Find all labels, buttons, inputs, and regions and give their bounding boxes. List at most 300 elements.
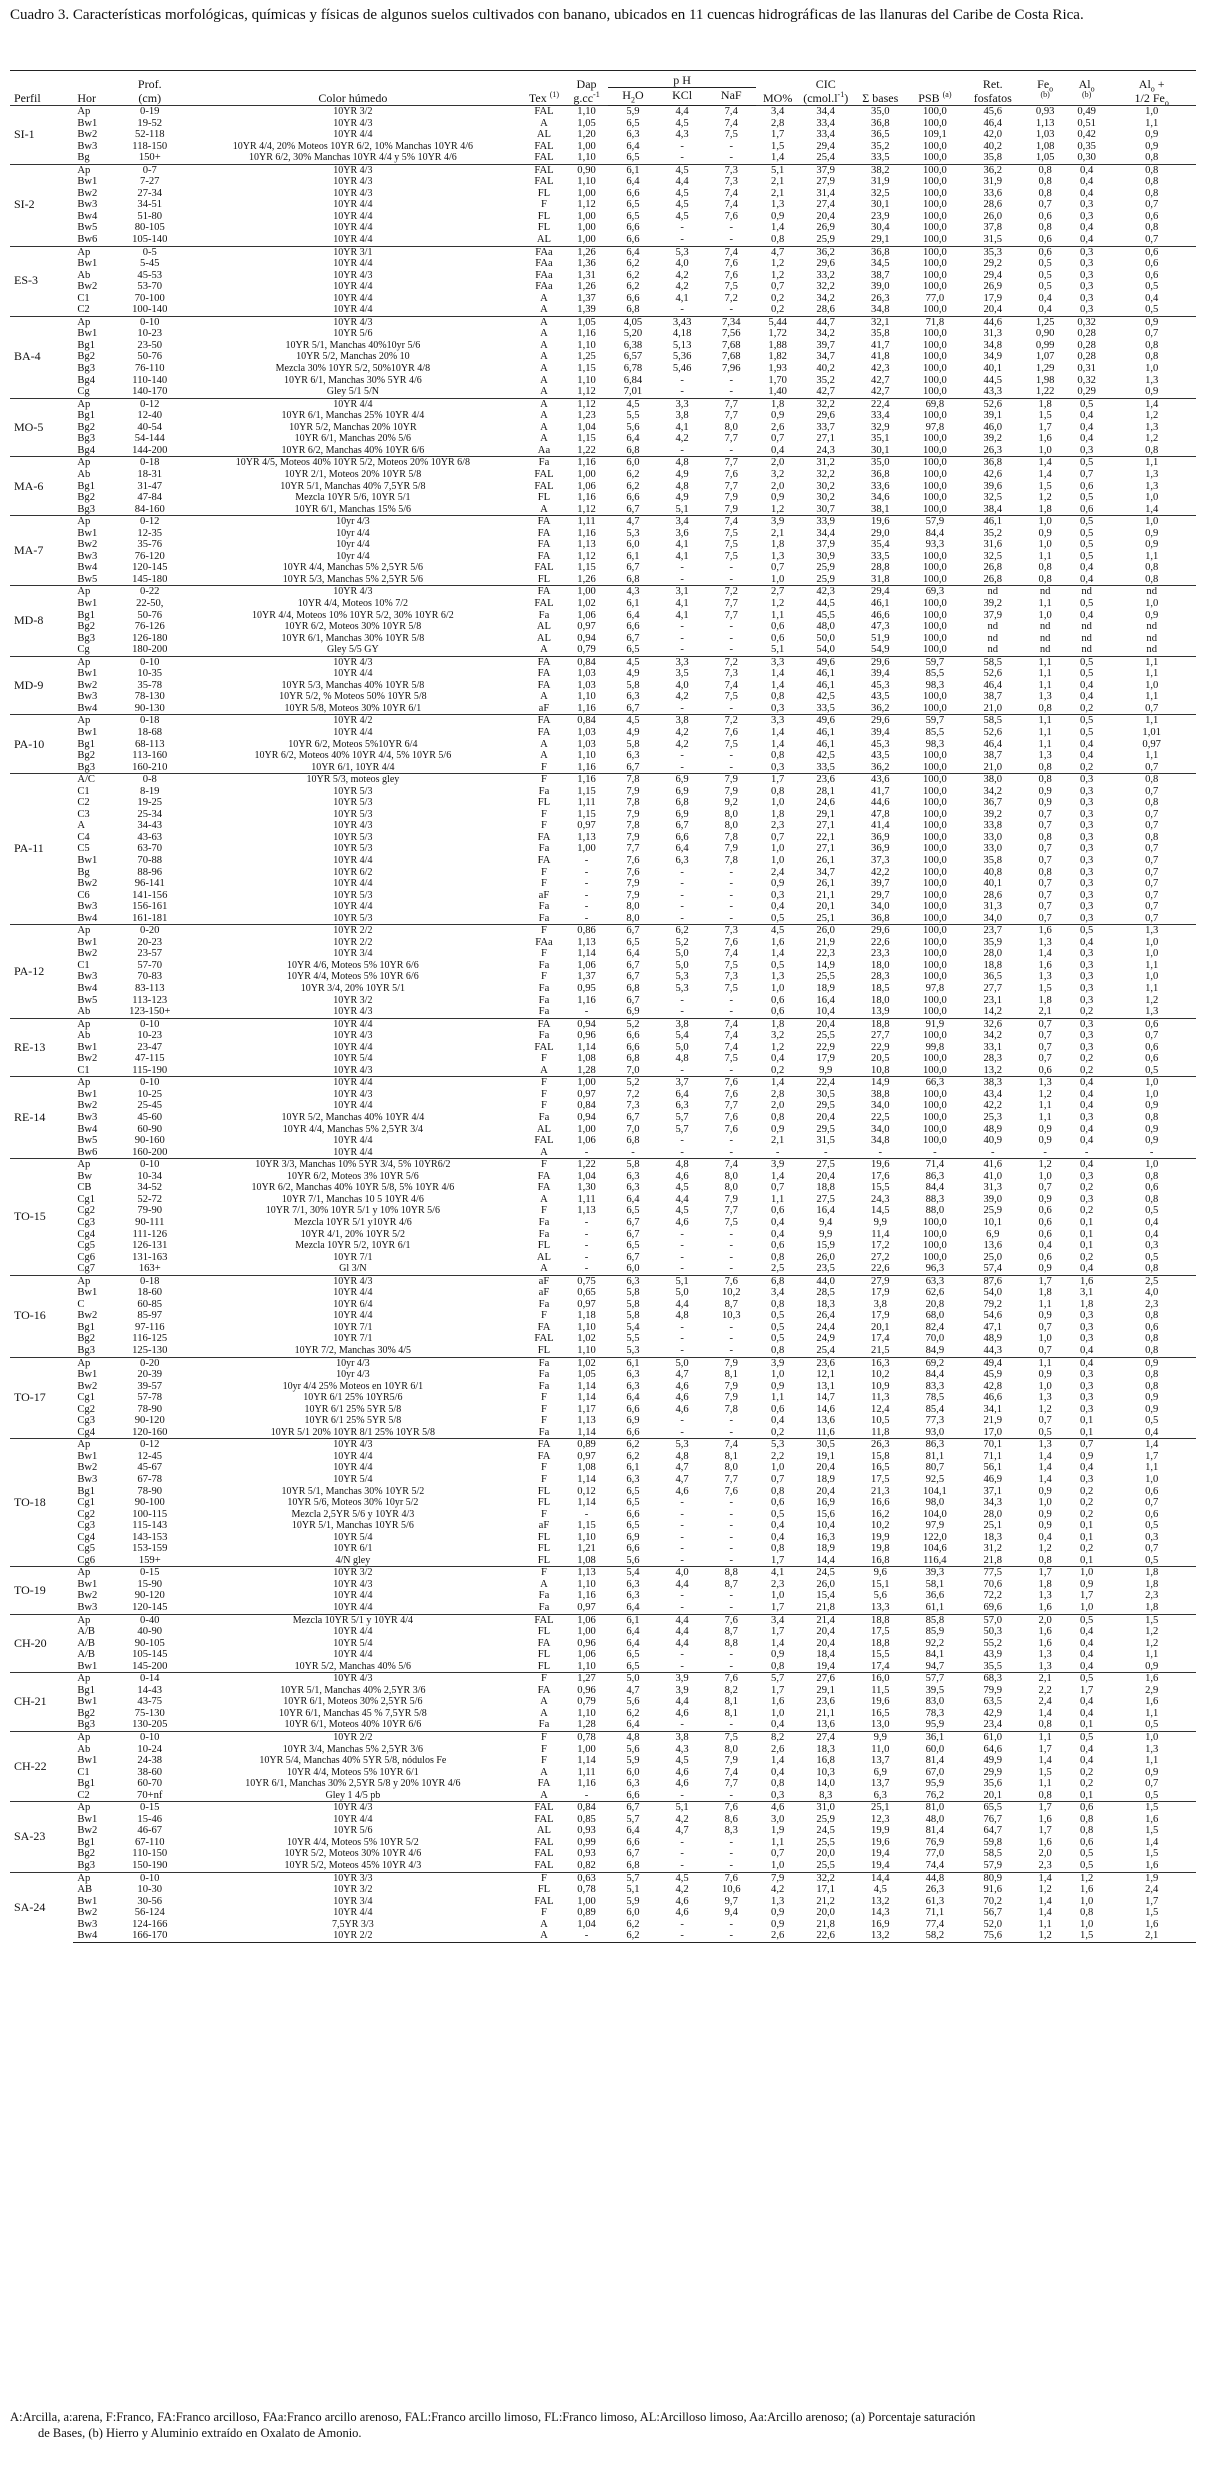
table-cell: 4,6 <box>675 1907 689 1919</box>
table-cell: 0,8 <box>1038 573 1052 585</box>
table-cell: - <box>680 1543 684 1555</box>
table-cell: 10,1 <box>983 1216 1003 1228</box>
table-cell: 0,9 <box>1038 1520 1052 1532</box>
table-cell: 4,7 <box>675 1473 689 1485</box>
table-cell: 6,3 <box>873 1789 887 1801</box>
table-cell: 5,3 <box>658 1439 707 1451</box>
table-cell: 16,5 <box>871 1707 890 1719</box>
table-cell: 67-78 <box>137 1473 163 1485</box>
table-cell: - <box>680 1228 684 1240</box>
table-row <box>10 1112 1196 1124</box>
table-cell: 3,1 <box>658 586 707 598</box>
table-cell: 36,8 <box>852 246 909 258</box>
table-cell: 6,3 <box>626 129 640 141</box>
table-cell: AL <box>536 1825 552 1837</box>
table-cell: - <box>729 702 734 714</box>
table-row <box>10 797 1196 809</box>
table-cell: 7,68 <box>721 339 741 351</box>
table-cell: 0,3 <box>1080 1170 1094 1182</box>
table-cell: FAL <box>534 480 554 492</box>
table-cell: 27,1 <box>816 843 835 855</box>
table-cell: 8,0 <box>724 1743 738 1755</box>
table-cell: Fa <box>538 959 550 971</box>
table-cell: - <box>729 1590 734 1602</box>
table-cell: Bw6 <box>77 234 98 246</box>
table-cell: 8,0 <box>626 901 640 913</box>
table-cell: 81,4 <box>925 1825 945 1837</box>
table-cell: 10YR 4/3 <box>333 820 373 832</box>
table-cell: 18,8 <box>983 959 1003 971</box>
table-cell: 0,78 <box>577 1884 596 1896</box>
table-cell: - <box>729 1860 734 1872</box>
table-cell: 100,0 <box>922 492 947 504</box>
table-cell: 4,8 <box>675 1310 689 1322</box>
table-cell: 0,9 <box>771 878 785 890</box>
table-cell: 3,7 <box>658 1077 707 1089</box>
table-cell: 12-40 <box>137 410 163 422</box>
table-cell: 8,7 <box>724 1578 738 1590</box>
table-cell: 26,0 <box>983 210 1003 222</box>
table-cell: 4,2 <box>675 269 689 281</box>
table-cell: 17,9 <box>871 1310 890 1322</box>
table-cell: 1,1 <box>1038 550 1052 562</box>
table-row <box>10 1708 1196 1720</box>
table-cell: A <box>540 386 548 398</box>
table-cell: 10YR 4/3 <box>333 117 373 129</box>
table-cell: FAL <box>534 1848 554 1860</box>
table-cell: 34,7 <box>816 351 835 363</box>
table-cell: 0,89 <box>565 1439 609 1451</box>
profile-group <box>10 1614 1196 1673</box>
table-cell: Bw2 <box>77 1825 98 1837</box>
table-cell: 10yr 4/4 <box>336 550 370 562</box>
table-cell: 0,8 <box>771 1344 785 1356</box>
table-cell: 4,8 <box>675 1450 689 1462</box>
table-cell: 7,6 <box>707 1614 756 1626</box>
table-cell: 0,6 <box>1038 234 1052 246</box>
table-cell: 8,6 <box>724 1813 738 1825</box>
table-cell: 32,5 <box>983 550 1003 562</box>
table-cell: F <box>541 1310 547 1322</box>
table-cell: 44,3 <box>983 1344 1003 1356</box>
table-cell: 57,9 <box>909 516 961 528</box>
table-cell: 0,7 <box>1145 855 1159 866</box>
table-cell: A <box>540 351 548 363</box>
table-row <box>10 562 1196 574</box>
table-cell: 17,5 <box>871 1626 890 1638</box>
table-cell: - <box>680 1006 684 1018</box>
table-cell: 163+ <box>138 1263 161 1275</box>
table-cell: 2,0 <box>771 1100 785 1112</box>
table-cell: 24,3 <box>871 1193 890 1205</box>
table-cell: FA <box>537 1170 551 1182</box>
table-row <box>10 1790 1196 1802</box>
table-cell: 47-84 <box>137 492 163 504</box>
table-cell: 29,1 <box>816 808 835 820</box>
table-cell: 34,8 <box>871 1135 890 1147</box>
table-cell: 20,4 <box>816 1637 835 1649</box>
table-cell: 21,0 <box>983 702 1003 714</box>
table-cell: 59,7 <box>909 656 961 668</box>
table-cell: 1,1 <box>1038 597 1052 609</box>
table-cell: 100,0 <box>922 1216 947 1228</box>
table-cell: 0,75 <box>565 1275 609 1287</box>
table-cell: 10YR 4/4 <box>333 878 373 890</box>
table-cell: 0,3 <box>1080 199 1094 211</box>
table-cell: 17,4 <box>871 1660 890 1672</box>
table-cell: 1,6 <box>1038 1813 1052 1825</box>
table-cell: 100,0 <box>922 433 947 445</box>
table-cell: 10YR 4/4 <box>333 1450 373 1462</box>
table-cell: 36,5 <box>983 971 1003 983</box>
table-cell: 1,00 <box>577 210 596 222</box>
table-row <box>10 152 1196 164</box>
table-cell: 0,4 <box>1080 1100 1094 1112</box>
table-cell: 77,3 <box>925 1415 945 1427</box>
table-cell: 10YR 5/4 <box>333 1531 373 1543</box>
table-cell: Ab <box>77 1006 91 1018</box>
table-cell: 10YR 6/1, Manchas 20% 5/6 <box>294 433 412 445</box>
table-cell: 0,4 <box>771 1766 785 1778</box>
table-cell: 16,9 <box>871 1918 890 1930</box>
table-cell: Bw5 <box>77 1135 98 1147</box>
table-cell: 4,7 <box>608 516 657 528</box>
table-cell: 15-46 <box>137 1813 163 1825</box>
table-cell: 0,7 <box>1145 820 1159 832</box>
table-cell: 68-113 <box>134 738 165 750</box>
table-cell: 10YR 5/3, Manchas 40% 10YR 5/8 <box>281 679 425 691</box>
table-cell: 25-45 <box>137 1100 163 1112</box>
table-cell: 6,7 <box>626 702 640 714</box>
table-cell: 10YR 4/4 <box>333 1907 373 1919</box>
table-row <box>10 1579 1196 1591</box>
table-cell: 35,5 <box>983 1660 1003 1672</box>
table-cell: Bw2 <box>77 1907 98 1919</box>
table-cell: 4,5 <box>675 1755 689 1767</box>
table-cell: 6,4 <box>626 1626 640 1638</box>
table-cell: Bg1 <box>77 339 95 351</box>
table-cell: - <box>680 1836 684 1848</box>
table-cell: 1,03 <box>577 726 596 738</box>
table-cell: 30,1 <box>871 444 890 456</box>
table-cell: 2,5 <box>1107 1275 1196 1287</box>
table-cell: 156-161 <box>132 901 168 913</box>
table-cell: FA <box>537 1182 551 1194</box>
table-cell: 1,10 <box>577 152 596 164</box>
table-cell: 1,82 <box>768 351 787 363</box>
header-naf: NaF <box>707 88 756 106</box>
table-cell: 1,15 <box>577 1520 596 1532</box>
table-cell: 100,0 <box>922 187 947 199</box>
table-cell: 6,3 <box>626 1473 640 1485</box>
table-cell: - <box>680 1321 684 1333</box>
table-cell: 6,6 <box>626 292 640 304</box>
table-cell: 1,1 <box>1024 656 1065 668</box>
table-cell: 0,7 <box>1038 878 1052 890</box>
table-row <box>10 1802 1196 1814</box>
table-cell: 100,0 <box>922 644 947 656</box>
table-cell: 90-111 <box>135 1216 165 1228</box>
table-cell: 5,4 <box>608 1567 657 1579</box>
table-cell: 4,2 <box>675 1884 689 1896</box>
table-cell: 1,10 <box>577 339 596 351</box>
table-cell: 7,0 <box>626 1123 640 1135</box>
table-cell: 10YR 7/1 <box>333 1321 373 1333</box>
table-cell: 86,3 <box>925 1170 945 1182</box>
table-cell: 25,5 <box>816 1860 835 1872</box>
table-cell: Bw4 <box>77 912 98 924</box>
table-cell: 9,6 <box>852 1567 909 1579</box>
table-cell: 0,9 <box>771 210 785 222</box>
table-cell: 2,8 <box>771 117 785 129</box>
table-cell: 29,4 <box>816 140 835 152</box>
table-cell: 33,5 <box>816 702 835 714</box>
table-cell: 0,4 <box>1066 1159 1107 1171</box>
table-cell: 45,5 <box>816 609 835 621</box>
table-cell: 0,2 <box>1080 1543 1094 1555</box>
table-cell: 0,7 <box>1145 1497 1159 1509</box>
table-cell: 7,4 <box>707 516 756 528</box>
table-cell: 1,16 <box>577 761 596 773</box>
table-cell: 60,0 <box>925 1743 945 1755</box>
table-cell: 10-34 <box>137 1170 163 1182</box>
table-cell: 0,5 <box>1145 1205 1159 1217</box>
table-cell: 39,7 <box>816 339 835 351</box>
table-cell: 1,08 <box>577 1554 596 1566</box>
table-cell: 0,9 <box>1145 1392 1159 1404</box>
table-cell: 10-25 <box>137 1088 163 1100</box>
table-cell: FL <box>537 1531 551 1543</box>
table-cell: - <box>680 1554 684 1566</box>
table-cell: 33,2 <box>816 269 835 281</box>
table-row <box>10 1171 1196 1183</box>
table-cell: 180-200 <box>132 644 168 656</box>
table-row <box>10 211 1196 223</box>
table-cell: 8,0 <box>724 1170 738 1182</box>
table-row <box>10 691 1196 703</box>
table-cell: 18,9 <box>816 1473 835 1485</box>
table-cell: 7,7 <box>724 433 738 445</box>
table-cell: 0,90 <box>1035 328 1055 340</box>
table-cell: 64,7 <box>983 1825 1003 1837</box>
table-cell: 0,7 <box>1145 889 1159 901</box>
table-cell: 1,93 <box>768 363 787 375</box>
table-row <box>10 1930 1196 1942</box>
table-cell: FAL <box>534 1135 554 1147</box>
table-cell: 3,2 <box>771 1030 785 1042</box>
table-cell: 0,2 <box>1080 1205 1094 1217</box>
table-cell: 1,2 <box>1038 492 1052 504</box>
table-cell: 10YR 4/3 <box>183 1673 524 1685</box>
table-cell: 6,9 <box>873 1766 887 1778</box>
table-cell: 100,0 <box>922 550 947 562</box>
table-cell: 5,0 <box>675 1287 689 1299</box>
table-cell: 6,9 <box>626 1415 640 1427</box>
table-cell: 6,5 <box>626 1649 640 1661</box>
table-cell: 57-70 <box>137 959 163 971</box>
table-cell: Bw4 <box>77 562 98 574</box>
table-cell: 19,4 <box>816 1660 835 1672</box>
table-cell: 160-210 <box>132 761 168 773</box>
table-cell: 0,1 <box>1080 1426 1094 1438</box>
table-cell: 1,6 <box>1038 1602 1052 1613</box>
table-cell: 1,00 <box>565 586 609 598</box>
table-cell: 123-150+ <box>129 1006 171 1018</box>
table-cell: 45-67 <box>137 1462 163 1474</box>
table-cell: 0,4 <box>1080 1755 1094 1767</box>
table-cell: 1,7 <box>771 1626 785 1638</box>
table-cell: 0,5 <box>1080 668 1094 680</box>
table-cell: 10YR 6/1, Manchas 45 % 7,5YR 5/8 <box>278 1707 427 1719</box>
table-cell: 1,6 <box>1038 1637 1052 1649</box>
table-cell: 6,6 <box>626 187 640 199</box>
table-cell: 1,1 <box>1145 1755 1159 1767</box>
table-cell: 10YR 2/1, Moteos 20% 10YR 5/8 <box>284 468 422 480</box>
table-cell: 0,3 <box>1080 304 1094 316</box>
table-cell: FL <box>537 222 551 234</box>
table-cell: C5 <box>77 843 90 855</box>
table-cell: 90-120 <box>134 1415 165 1427</box>
table-cell: 29,6 <box>852 656 909 668</box>
table-cell: - <box>680 889 684 901</box>
table-cell: 1,3 <box>1024 1439 1065 1451</box>
table-cell: Ap <box>73 1077 117 1089</box>
table-cell: 7,5 <box>724 539 738 551</box>
table-cell: 10YR 4/3 <box>183 164 524 176</box>
table-cell: 0,3 <box>1080 785 1094 797</box>
table-cell: 15,8 <box>871 1450 890 1462</box>
table-cell: 1,8 <box>1038 1578 1052 1590</box>
table-cell: 92,2 <box>925 1637 945 1649</box>
table-cell: 14,5 <box>871 1205 890 1217</box>
table-cell: 100,0 <box>922 152 947 164</box>
table-cell: 3,5 <box>675 668 689 680</box>
table-cell: 26,3 <box>983 444 1003 456</box>
profile-cell: PA-10 <box>10 715 73 774</box>
table-cell: 1,03 <box>577 668 596 680</box>
table-cell: Bg1 <box>77 1836 95 1848</box>
table-cell: Bg2 <box>77 621 95 633</box>
table-cell: FAL <box>534 152 554 164</box>
table-cell: 100,0 <box>922 971 947 983</box>
table-cell: 0,8 <box>1145 1112 1159 1124</box>
table-row <box>10 715 1196 727</box>
table-cell: 0,5 <box>771 959 785 971</box>
table-cell: 0,95 <box>577 983 596 995</box>
table-cell: 46,1 <box>816 668 835 680</box>
table-cell: 10YR 6/1 25% 5YR 5/8 <box>304 1403 402 1415</box>
profile-group <box>10 586 1196 656</box>
table-cell: 1,25 <box>577 351 596 363</box>
table-cell: 6,5 <box>626 210 640 222</box>
table-cell: 7,5 <box>724 983 738 995</box>
table-cell: 58,5 <box>983 1848 1003 1860</box>
table-row <box>10 598 1196 610</box>
table-cell: Ap <box>73 1439 117 1451</box>
table-cell: 4,6 <box>675 1766 689 1778</box>
table-cell: 21,3 <box>871 1485 890 1497</box>
table-cell: 6,3 <box>675 855 689 866</box>
table-cell: 100,0 <box>922 994 947 1006</box>
table-cell: 0,4 <box>1080 750 1094 762</box>
table-cell: 85-97 <box>137 1310 163 1322</box>
table-cell: 1,13 <box>577 539 596 551</box>
table-cell: 46,1 <box>816 679 835 691</box>
table-cell: 43,4 <box>983 1088 1003 1100</box>
table-cell: 0,4 <box>1080 1637 1094 1649</box>
table-cell: 4,6 <box>675 1895 689 1907</box>
profile-cell: ES-3 <box>10 246 73 316</box>
table-cell: 0,8 <box>771 785 785 797</box>
table-cell: Mezcla 30% 10YR 5/2, 50%10YR 4/8 <box>275 363 431 375</box>
table-cell: 28,3 <box>871 971 890 983</box>
table-cell: 15,5 <box>871 1649 890 1661</box>
table-cell: 10YR 5/8, Moteos 30% 10YR 6/1 <box>284 702 422 714</box>
table-cell: 26,4 <box>816 1310 835 1322</box>
table-row <box>10 703 1196 715</box>
table-cell: 32,2 <box>800 398 852 410</box>
table-cell: 56-124 <box>134 1907 165 1919</box>
table-cell: 1,2 <box>1145 994 1159 1006</box>
table-cell: 0,3 <box>1066 246 1107 258</box>
table-cell: - <box>584 1251 589 1263</box>
table-cell: 0,4 <box>1145 1216 1159 1228</box>
table-cell: 31-47 <box>137 480 163 492</box>
table-cell: 71,1 <box>925 1907 945 1919</box>
table-cell: 4,4 <box>675 1626 689 1638</box>
table-cell: 0,12 <box>577 1485 596 1497</box>
table-cell: 1,00 <box>577 1123 596 1135</box>
table-cell: 0,4 <box>1080 738 1094 750</box>
table-cell: 11,3 <box>871 1392 890 1404</box>
table-cell: 19,6 <box>871 1696 890 1708</box>
table-cell: 1,0 <box>1145 597 1159 609</box>
table-cell: 1,2 <box>1145 1626 1159 1638</box>
table-cell: 0,4 <box>1080 1123 1094 1135</box>
table-cell: 0,8 <box>1038 176 1052 188</box>
table-cell: A <box>523 1930 564 1942</box>
table-cell: F <box>541 1100 547 1112</box>
table-cell: 0,8 <box>1038 562 1052 574</box>
table-cell: Fa <box>523 457 564 469</box>
table-cell: 100,0 <box>922 785 947 797</box>
table-cell: 100,0 <box>922 866 947 878</box>
table-cell: 0,96 <box>577 1637 596 1649</box>
table-cell: 8,1 <box>724 1707 738 1719</box>
header-alo: $Al_o$ $^{(b)}$ <box>1066 71 1107 106</box>
table-cell: 0,9 <box>1038 527 1052 539</box>
table-cell: 1,08 <box>577 1462 596 1474</box>
table-row <box>10 1263 1196 1275</box>
table-cell: 1,2 <box>771 1041 785 1053</box>
table-cell: 6,5 <box>626 1485 640 1497</box>
table-cell: 6,6 <box>626 1403 640 1415</box>
table-cell: 0,5 <box>1145 304 1159 316</box>
table-cell: 32,2 <box>816 468 835 480</box>
table-cell: 1,13 <box>577 1415 596 1427</box>
table-cell: 38,7 <box>983 750 1003 762</box>
table-cell: - <box>565 1930 609 1942</box>
table-cell: 10YR 5/3 <box>333 797 373 809</box>
table-cell: 100,0 <box>922 597 947 609</box>
table-cell: nd <box>1107 586 1196 598</box>
table-cell: 0-22 <box>117 586 183 598</box>
table-cell: A/B <box>77 1626 95 1638</box>
table-cell: 6,4 <box>626 176 640 188</box>
table-cell: 4,5 <box>873 1884 887 1896</box>
table-cell: 3,9 <box>675 1684 689 1696</box>
table-cell: 100,0 <box>922 304 947 316</box>
